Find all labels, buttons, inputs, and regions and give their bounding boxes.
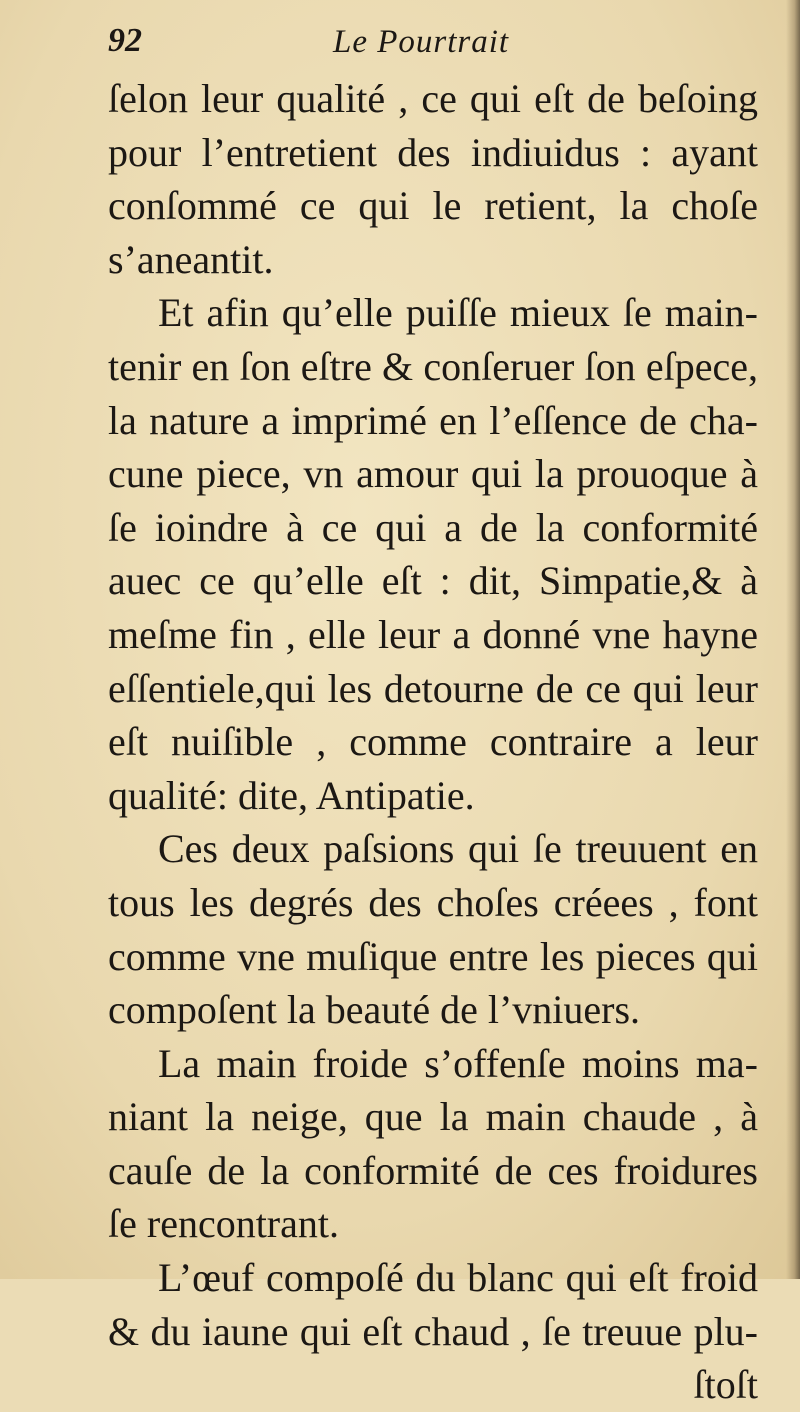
text-line: s’aneantit.: [108, 236, 274, 282]
text-line: compoſent la beauté de l’vniuers.: [108, 987, 641, 1033]
page-header: [108, 22, 728, 72]
text-line: L’œuf compoſé du blanc qui eſt froid: [158, 1255, 758, 1301]
text-line: Et afin qu’elle puiſſe mieux ſe main-: [158, 290, 758, 336]
text-line: La main froide s’offenſe moins ma-: [158, 1040, 758, 1086]
catchword: ſtoſt: [693, 1362, 758, 1408]
text-line: niant la neige, que la main chaude , à: [108, 1094, 758, 1140]
text-line: eſſentiele,qui les detourne de ce qui leur: [108, 665, 758, 711]
text-line: tenir en ſon eſtre & conſeruer ſon eſpece,: [108, 343, 758, 389]
text-line: & du iaune qui eſt chaud , ſe treuue plu-: [108, 1308, 758, 1354]
text-line: ſelon leur qualité , ce qui eſt de beſoing: [108, 76, 758, 121]
text-line: qualité: dite, Antipatie.: [108, 772, 475, 818]
text-line: comme vne muſique entre les pieces qui: [108, 933, 758, 979]
text-line: cune piece, vn amour qui la prouoque à: [108, 451, 758, 497]
text-line: auec ce qu’elle eſt : dit, Simpatie,& à: [108, 558, 758, 604]
text-line: Ces deux paſsions qui ſe treuuent en: [158, 826, 758, 872]
text-line: ſe rencontrant.: [108, 1201, 339, 1247]
text-line: pour l’entretient des indiuidus : ayant: [108, 129, 758, 175]
text-line: ſe ioindre à ce qui a de la conformité: [108, 504, 758, 550]
text-line: meſme fin , elle leur a donné vne hayne: [108, 611, 758, 657]
text-line: eſt nuiſible , comme contraire a leur: [108, 719, 758, 765]
page-number: 92: [108, 22, 142, 59]
page-edge-shadow: [786, 0, 800, 1279]
text-line: tous les degrés des choſes créees , font: [108, 879, 758, 925]
text-line: la nature a imprimé en l’eſſence de cha-: [108, 397, 758, 443]
text-line: conſommé ce qui le retient, la choſe: [108, 183, 758, 229]
body-text: [108, 72, 758, 1412]
text-line: cauſe de la conformité de ces froidures: [108, 1147, 758, 1193]
running-title: Le Pourtrait: [333, 24, 510, 60]
